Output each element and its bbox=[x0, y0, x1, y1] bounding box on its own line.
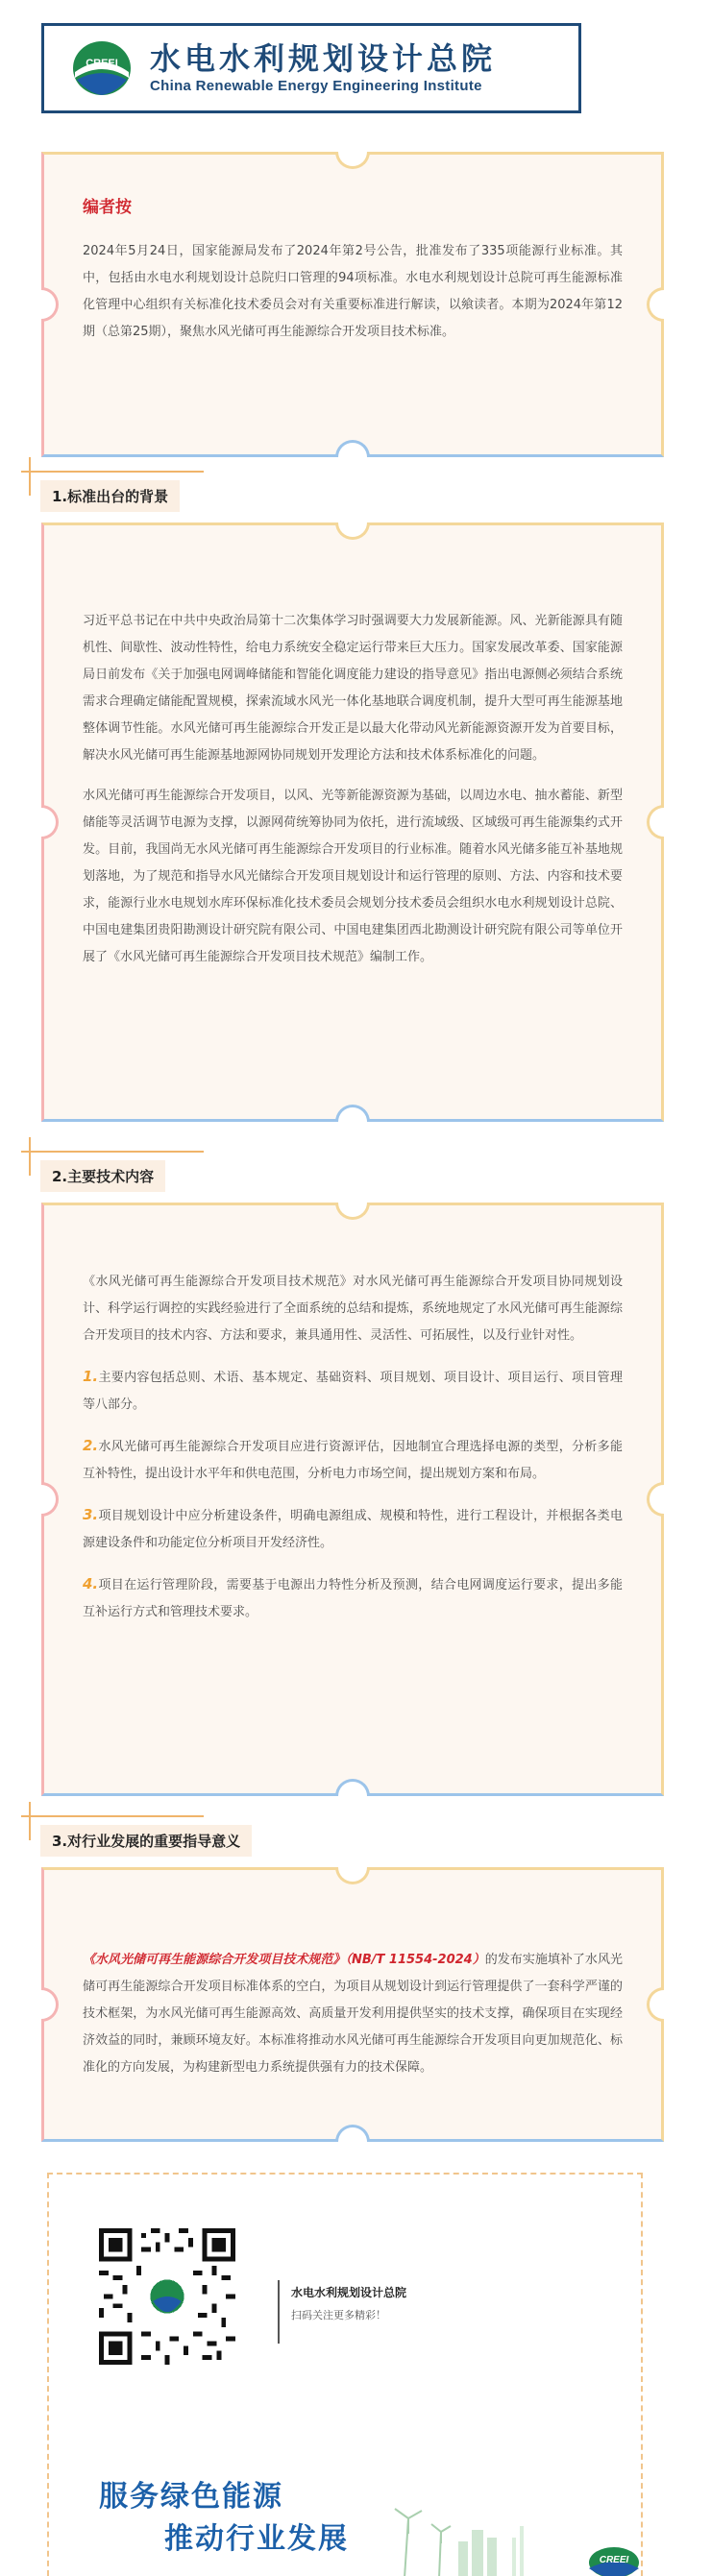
paragraph: 习近平总书记在中共中央政治局第十二次集体学习时强调要大力发展新能源。风、光新能源具有随机性、间歇性、波动性特性，给电力系统安全稳定运行带来巨大压力。国家发展改革委、国家能源局日前发布《关于加强电网调峰储能和智能化调度能力建设的指导意见》指出电源侧必须结合系统需求合理确定储能配置规模，探索流域水风光一体化基地联合调度机制，提升大型可再生能源基地整体调节性能。水风光储可再生能源综合开发正是以最大化带动风光新能源资源开发为首要目标，解决水风光储可再生能源基地源网协同规划开发理论方法和技术体系标准化的问题。 bbox=[83, 614, 623, 763]
background-card bbox=[41, 522, 664, 1122]
section-title: 2.主要技术内容 bbox=[40, 1160, 165, 1192]
header-banner bbox=[41, 23, 581, 113]
footer-scan-tip: 扫码关注更多精彩！ bbox=[291, 2309, 386, 2321]
list-item: 4.项目在运行管理阶段，需要基于电源出力特性分析及预测，结合电网调度运行要求，提出多能互补运行方式和管理技术要求。 bbox=[83, 1575, 623, 1619]
qr-code[interactable] bbox=[99, 2228, 235, 2365]
list-item: 2.水风光储可再生能源综合开发项目应进行资源评估，因地制宜合理选择电源的类型，分析多能互补特性，提出设计水平年和供电范围，分析电力市场空间，提出规划方案和布局。 bbox=[83, 1437, 623, 1481]
list-item: 1.主要内容包括总则、术语、基本规定、基础资料、项目规划、项目设计、项目运行、项目管理等八部分。 bbox=[83, 1368, 623, 1412]
paragraph: 水风光储可再生能源综合开发项目，以风、光等新能源资源为基础，以周边水电、抽水蓄能、新型储能等灵活调节电源为支撑，以源网荷统筹协同为依托，进行流域级、区域级可再生能源集约式开发。目前，我国尚无水风光储可再生能源综合开发项目的行业标准。随着水风光储多能互补基地规划落地，为了规范和指导水风光储综合开发项目规划设计和运行管理的原则、方法、内容和技术要求，能源行业水电规划水库环保标准化技术委员会规划分技术委员会组织水电水利规划设计总院、中国电建集团贵阳勘测设计研究院有限公司、中国电建集团西北勘测设计研究院有限公司等单位开展了《水风光储可再生能源综合开发项目技术规范》编制工作。 bbox=[83, 789, 623, 964]
significance-card bbox=[41, 1867, 664, 2142]
editor-note-title: 编者按 bbox=[83, 198, 132, 216]
creei-logo bbox=[71, 39, 133, 97]
section-title: 3.对行业发展的重要指导意义 bbox=[40, 1825, 252, 1857]
editor-note-text: 2024年5月24日，国家能源局发布了2024年第2号公告，批准发布了335项能源行业标准。其中，包括由水电水利规划设计总院归口管理的94项标准。水电水利规划设计总院可再生能源标准化管理中心组织有关标准化技术委员会对有关重要标准进行解读，以飨读者。本期为2024年第12期（总第25期），聚焦水风光储可再生能源综合开发项目技术标准。 bbox=[83, 244, 623, 339]
slogan-line-1: 服务绿色能源 bbox=[99, 2480, 283, 2514]
editor-note-card bbox=[41, 152, 664, 457]
footer-logo-text: CREEI bbox=[599, 2555, 629, 2565]
footer-org-name: 水电水利规划设计总院 bbox=[291, 2286, 407, 2299]
section-heading-significance bbox=[29, 1815, 252, 1858]
technical-content-card bbox=[41, 1203, 664, 1796]
section-heading-background bbox=[29, 471, 180, 513]
section-heading-technical bbox=[29, 1151, 165, 1193]
intro-paragraph: 《水风光储可再生能源综合开发项目技术规范》对水风光储可再生能源综合开发项目协同规划设计、科学运行调控的实践经验进行了全面系统的总结和提炼，系统地规定了水风光储可再生能源综合开发项目的技术内容、方法和要求，兼具通用性、灵活性、可拓展性，以及行业针对性。 bbox=[83, 1275, 623, 1343]
standard-name: 《水风光储可再生能源综合开发项目技术规范》（NB/T 11554-2024） bbox=[83, 1953, 485, 1967]
org-name-en: China Renewable Energy Engineering Institute bbox=[150, 78, 482, 94]
slogan-line-2: 推动行业发展 bbox=[164, 2522, 349, 2556]
footer-area bbox=[47, 2173, 643, 2576]
section-title: 1.标准出台的背景 bbox=[40, 480, 180, 512]
org-name-cn: 水电水利规划设计总院 bbox=[150, 40, 497, 77]
divider bbox=[278, 2280, 280, 2344]
logo-text: CREEI bbox=[86, 58, 118, 69]
list-item: 3.项目规划设计中应分析建设条件，明确电源组成、规模和特性，进行工程设计，并根据各类电源建设条件和功能定位分析项目开发经济性。 bbox=[83, 1506, 623, 1550]
green-energy-illustration bbox=[366, 2463, 645, 2576]
significance-paragraph: 《水风光储可再生能源综合开发项目技术规范》（NB/T 11554-2024）的发布实施填补了水风光储可再生能源综合开发项目标准体系的空白，为项目从规划设计到运行管理提供了一套科学严谨的技术框架，为水风光储可再生能源高效、高质量开发利用提供坚实的技术支撑，确保项目在实现经济效益的同时，兼顾环境友好。本标准将推动水风光储可再生能源综合开发项目向更加规范化、标准化的方向发展，为构建新型电力系统提供强有力的技术保障。 bbox=[83, 1953, 623, 2075]
